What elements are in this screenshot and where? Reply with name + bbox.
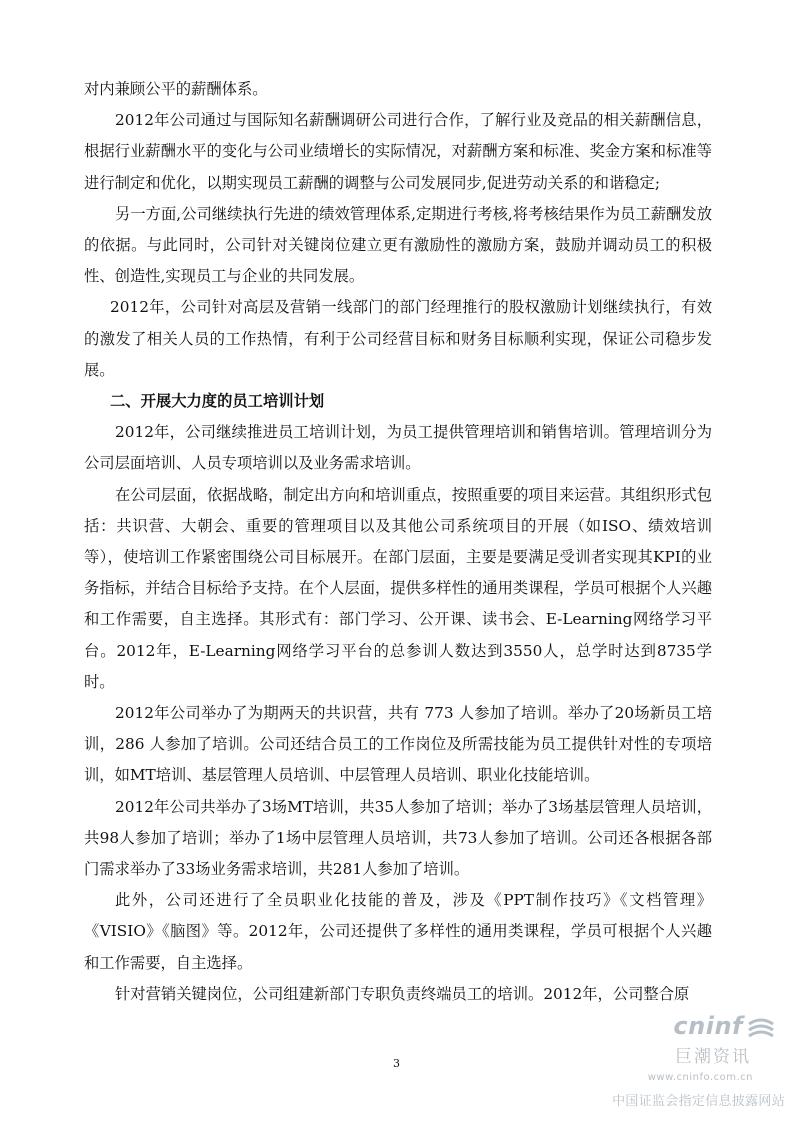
paragraph: 2012年公司通过与国际知名薪酬调研公司进行合作，了解行业及竞品的相关薪酬信息，根据行业薪酬水平的变化与公司业绩增长的实际情况，对薪酬方案和标准、奖金方案和标准等进行制定和优化，以期实现员工薪酬的调整与公司发展同步,促进劳动关系的和谐稳定; — [84, 111, 712, 192]
section-heading: 二、开展大力度的员工培训计划 — [110, 392, 325, 411]
paragraph: 针对营销关键岗位，公司组建新部门专职负责终端员工的培训。2012年，公司整合原 — [115, 984, 690, 1003]
paragraph: 2012年，公司继续推进员工培训计划，为员工提供管理培训和销售培训。管理培训分为公司层面培训、人员专项培训以及业务需求培训。 — [84, 423, 712, 473]
paragraph: 对内兼顾公平的薪酬体系。 — [84, 80, 268, 98]
watermark-brand: 巨潮资讯 — [675, 1047, 751, 1067]
paragraph: 此外，公司还进行了全员职业化技能的普及，涉及《PPT制作技巧》《文档管理》《VISIO》《脑图》等。2012年，公司还提供了多样性的通用类课程，学员可根据个人兴趣和工作需要，自主选择。 — [84, 891, 712, 972]
paragraph: 在公司层面，依据战略，制定出方向和培训重点，按照重要的项目来运营。其组织形式包括：共识营、大朝会、重要的管理项目以及其他公司系统项目的开展（如ISO、绩效培训等），使培训工作紧密围绕公司目标展开。在部门层面，主要是要满足受训者实现其KPI的业务指标，并结合目标给予支持。在个人层面，提供多样性的通用类课程，学员可根据个人兴趣和工作需要，自主选择。其形式有：部门学习、公开课、读书会、E-Learning网络学习平台。2012年，E-Learning网络学习平台的总参训人数达到3550人，总学时达到8735学时。 — [84, 485, 712, 691]
watermark — [595, 1012, 785, 1117]
document-body — [84, 74, 712, 1010]
paragraph: 2012年公司举办了为期两天的共识营，共有 773 人参加了培训。举办了20场新员工培训，286 人参加了培训。公司还结合员工的工作岗位及所需技能为员工提供针对性的专项培训，如MT培训、基层管理人员培训、中层管理人员培训、职业化技能培训。 — [84, 704, 712, 785]
paragraph: 2012年公司共举办了3场MT培训，共35人参加了培训；举办了3场基层管理人员培训，共98人参加了培训；举办了1场中层管理人员培训，共73人参加了培训。公司还各根据各部门需求举办了33场业务需求培训，共281人参加了培训。 — [84, 797, 712, 879]
cninfo-logo-icon — [745, 1016, 777, 1042]
page-number: 3 — [393, 1057, 400, 1070]
watermark-logo-text: cninf — [673, 1012, 743, 1040]
paragraph: 另一方面,公司继续执行先进的绩效管理体系,定期进行考核,将考核结果作为员工薪酬发放的依据。与此同时，公司针对关键岗位建立更有激励性的激励方案，鼓励并调动员工的积极性、创造性,实现员工与企业的共同发展。 — [84, 204, 712, 286]
watermark-url: www.cninfo.com.cn — [647, 1072, 753, 1083]
paragraph: 2012年，公司针对高层及营销一线部门的部门经理推行的股权激励计划继续执行，有效的激发了相关人员的工作热情，有利于公司经营目标和财务目标顺利实现，保证公司稳步发展。 — [84, 298, 712, 379]
watermark-tagline: 中国证监会指定信息披露网站 — [612, 1094, 785, 1109]
